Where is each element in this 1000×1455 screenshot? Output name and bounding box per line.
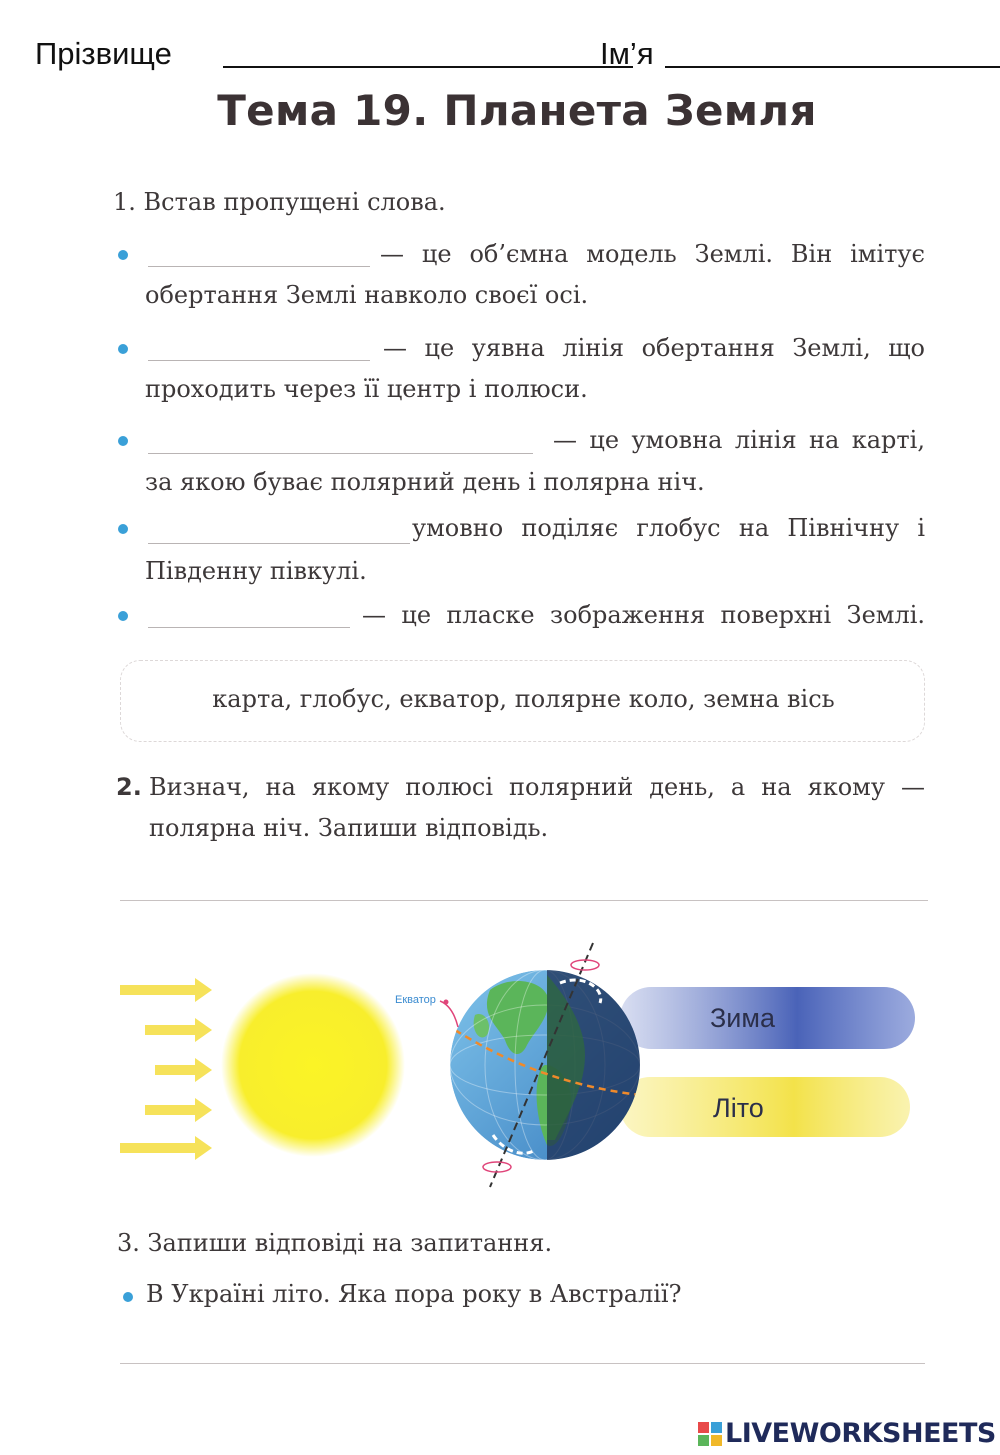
word-bank-box <box>120 660 925 742</box>
sun-ray-arrows <box>120 978 212 1160</box>
bullet-icon <box>123 1292 133 1302</box>
blank-input-4[interactable] <box>148 543 410 544</box>
ray-arrow-icon <box>155 1058 212 1082</box>
name-header <box>35 36 1000 76</box>
winter-label: Зима <box>710 1003 775 1033</box>
liveworksheets-logo-icon <box>698 1422 722 1446</box>
bullet-icon <box>118 524 128 534</box>
task2-number-text: 2. <box>116 773 142 801</box>
name-label: Ім’я <box>600 36 654 71</box>
task3-instruction: 3. Запиши відповіді на запитання. <box>117 1229 553 1257</box>
page-title: Тема 19. Планета Земля <box>217 86 817 135</box>
blank-input-1[interactable] <box>148 266 370 267</box>
equator-label: Екватор <box>395 994 436 1006</box>
surname-label: Прізвище <box>35 36 172 71</box>
task2-line2: полярна ніч. Запиши відповідь. <box>149 814 549 842</box>
ray-arrow-icon <box>120 978 212 1002</box>
bullet-icon <box>118 250 128 260</box>
item2-line1: — це уявна лінія обертання Землі, що <box>383 334 925 362</box>
sun-icon <box>221 973 405 1157</box>
task1-instruction: 1. Встав пропущені слова. <box>113 188 446 216</box>
task3-answer-line[interactable] <box>120 1363 925 1364</box>
item3-line1: — це умовна лінія на карті, <box>553 426 925 454</box>
rotation-arrow-icon <box>483 1162 511 1172</box>
earth-seasons-figure <box>115 935 930 1195</box>
summer-band <box>620 1077 910 1137</box>
task3-question: В Україні літо. Яка пора року в Австралії? <box>146 1280 682 1308</box>
blank-input-2[interactable] <box>148 360 370 361</box>
ray-arrow-icon <box>120 1136 212 1160</box>
item4-line2: Південну півкулі. <box>145 557 367 585</box>
ray-arrow-icon <box>145 1098 212 1122</box>
word-bank: карта, глобус, екватор, полярне коло, земна вісь <box>212 685 835 713</box>
item2-line2: проходить через її центр і полюси. <box>145 375 588 403</box>
name-input-line[interactable] <box>665 66 1000 68</box>
ray-arrow-icon <box>145 1018 212 1042</box>
item3-line2: за якою буває полярний день і полярна ніч. <box>145 468 705 496</box>
item5-line1: — це пласке зображення поверхні Землі. <box>362 601 925 629</box>
bullet-icon <box>118 436 128 446</box>
brand-text: LIVEWORKSHEETS <box>725 1418 996 1449</box>
task2-line1: Визнач, на якому полюсі полярний день, а на якому — <box>149 773 925 801</box>
item4-line1: умовно поділяє глобус на Північну і <box>412 514 925 542</box>
bullet-icon <box>118 611 128 621</box>
task2-number <box>116 773 142 801</box>
item1-line1: — це об’ємна модель Землі. Він імітує <box>380 240 925 268</box>
surname-input-line[interactable] <box>223 66 633 68</box>
blank-input-3[interactable] <box>148 453 533 454</box>
task2-answer-line[interactable] <box>120 900 928 901</box>
blank-input-5[interactable] <box>148 627 350 628</box>
item1-line2: обертання Землі навколо своєї осі. <box>145 281 589 309</box>
summer-label: Літо <box>713 1093 764 1123</box>
liveworksheets-brand[interactable] <box>698 1418 996 1450</box>
bullet-icon <box>118 344 128 354</box>
globe-icon <box>450 965 657 1175</box>
